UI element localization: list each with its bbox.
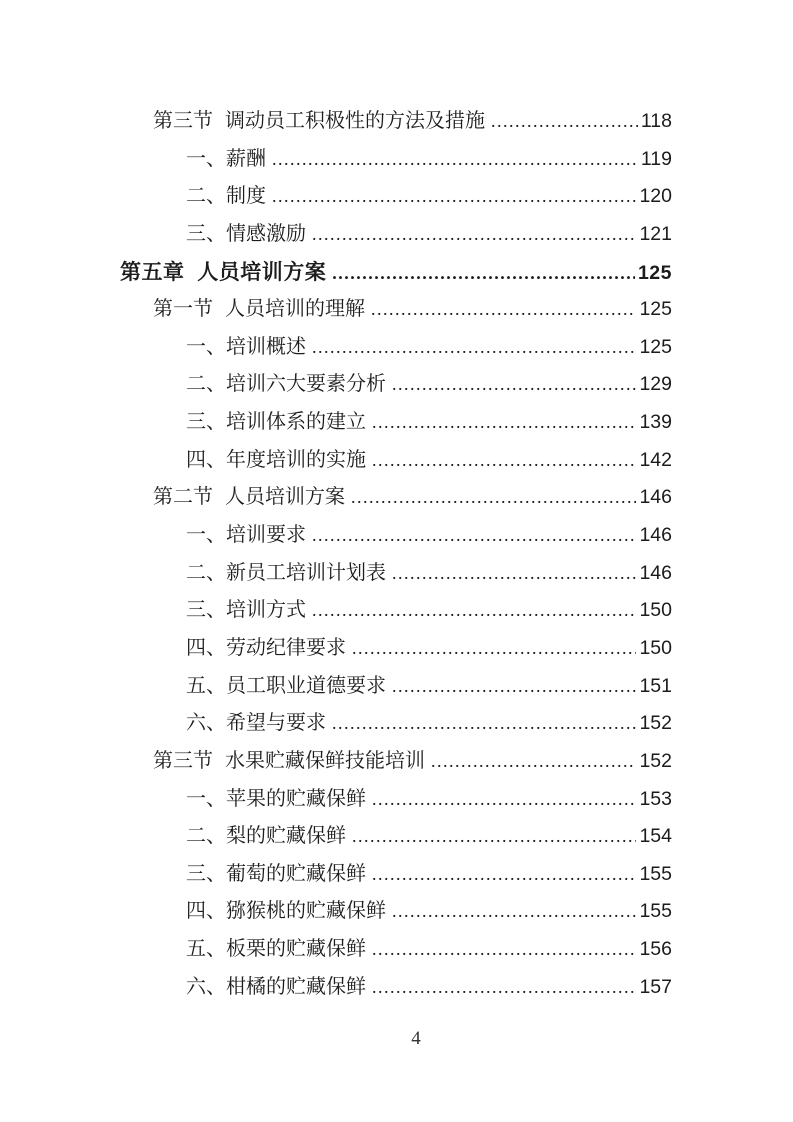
- toc-entry[interactable]: [120, 931, 672, 969]
- toc-leader-dots: [312, 216, 636, 254]
- toc-entry[interactable]: [120, 517, 672, 555]
- toc-entry[interactable]: [120, 178, 672, 216]
- toc-entry-label: 四、年度培训的实施: [186, 448, 366, 471]
- toc-entry-page-number: 146: [639, 486, 672, 509]
- toc-entry[interactable]: [120, 404, 672, 442]
- toc-entry[interactable]: [120, 893, 672, 931]
- toc-entry[interactable]: [120, 329, 672, 367]
- toc-entry-label: 第一节 人员培训的理解: [153, 298, 365, 321]
- toc-entry-page-number: 156: [639, 938, 672, 961]
- toc-entry-page-number: 152: [639, 712, 672, 735]
- toc-entry[interactable]: [120, 103, 672, 141]
- toc-entry-page-number: 155: [639, 900, 672, 923]
- toc-entry[interactable]: [120, 781, 672, 819]
- toc-entry-label: 六、希望与要求: [186, 712, 326, 735]
- toc-entry[interactable]: [120, 856, 672, 894]
- toc-leader-dots: [392, 668, 636, 706]
- toc-entry-label: 第五章 人员培训方案: [120, 259, 327, 284]
- toc-entry[interactable]: [120, 668, 672, 706]
- toc-leader-dots: [372, 856, 636, 894]
- toc-entry[interactable]: [120, 366, 672, 404]
- toc-entry-page-number: 150: [639, 599, 672, 622]
- toc-entry-page-number: 146: [639, 561, 672, 584]
- toc-leader-dots: [352, 630, 636, 668]
- toc-entry-page-number: 154: [639, 825, 672, 848]
- toc-leader-dots: [372, 442, 636, 480]
- toc-entry-page-number: 142: [639, 448, 672, 471]
- toc-entry-label: 五、板栗的贮藏保鲜: [186, 938, 366, 961]
- toc-entry-label: 第三节 调动员工积极性的方法及措施: [153, 110, 485, 132]
- toc-leader-dots: [332, 255, 635, 293]
- toc-entry-page-number: 139: [639, 411, 672, 434]
- toc-entry-page-number: 155: [639, 862, 672, 885]
- toc-entry-page-number: 157: [639, 975, 672, 998]
- toc-entry-page-number: 129: [639, 373, 672, 396]
- toc-leader-dots: [272, 178, 636, 216]
- toc-leader-dots: [351, 479, 636, 517]
- toc-entry[interactable]: [120, 818, 672, 856]
- toc-leader-dots: [352, 818, 636, 856]
- toc-leader-dots: [392, 555, 636, 593]
- toc-entry-page-number: 125: [637, 261, 672, 284]
- toc-entry-label: 一、苹果的贮藏保鲜: [186, 787, 366, 810]
- toc-entry-label: 三、葡萄的贮藏保鲜: [186, 862, 366, 885]
- toc-entry[interactable]: [120, 141, 672, 179]
- toc-entry-label: 一、培训要求: [186, 524, 306, 547]
- toc-leader-dots: [372, 931, 636, 969]
- toc-entry-page-number: 120: [639, 185, 672, 208]
- toc-entry-page-number: 150: [639, 636, 672, 659]
- toc-entry-page-number: 151: [639, 674, 672, 697]
- toc-leader-dots: [392, 893, 636, 931]
- toc-entry-page-number: 121: [639, 222, 672, 245]
- toc-leader-dots: [332, 705, 636, 743]
- toc-leader-dots: [272, 141, 638, 179]
- table-of-contents: [120, 103, 672, 1006]
- toc-leader-dots: [312, 329, 636, 367]
- toc-entry-label: 六、柑橘的贮藏保鲜: [186, 975, 366, 998]
- toc-entry-label: 三、情感激励: [186, 222, 306, 245]
- toc-leader-dots: [371, 291, 636, 329]
- toc-entry-page-number: 119: [640, 147, 672, 170]
- toc-entry-label: 四、猕猴桃的贮藏保鲜: [186, 900, 386, 923]
- toc-leader-dots: [372, 969, 636, 1007]
- toc-entry[interactable]: [120, 555, 672, 593]
- toc-entry-label: 四、劳动纪律要求: [186, 636, 346, 659]
- toc-leader-dots: [312, 517, 636, 555]
- toc-entry-page-number: 125: [639, 335, 672, 358]
- toc-entry[interactable]: [120, 592, 672, 630]
- toc-leader-dots: [372, 404, 636, 442]
- toc-entry-label: 三、培训方式: [186, 599, 306, 622]
- toc-leader-dots: [491, 103, 638, 141]
- toc-entry-label: 一、薪酬: [186, 147, 266, 170]
- toc-entry-label: 第二节 人员培训方案: [153, 486, 345, 509]
- toc-entry[interactable]: [120, 705, 672, 743]
- page-number-footer: 4: [411, 1028, 421, 1049]
- toc-entry[interactable]: [120, 479, 672, 517]
- toc-entry-page-number: 146: [639, 524, 672, 547]
- toc-entry-label: 一、培训概述: [186, 335, 306, 358]
- toc-entry[interactable]: [120, 216, 672, 254]
- toc-entry-label: 第三节 水果贮藏保鲜技能培训: [153, 749, 425, 772]
- toc-entry-page-number: 152: [639, 749, 672, 772]
- toc-leader-dots: [431, 743, 636, 781]
- toc-entry-label: 二、制度: [186, 185, 266, 208]
- toc-entry-label: 三、培训体系的建立: [186, 411, 366, 434]
- toc-entry-page-number: 153: [639, 787, 672, 810]
- toc-entry[interactable]: [120, 442, 672, 480]
- toc-leader-dots: [312, 592, 636, 630]
- toc-entry[interactable]: [120, 630, 672, 668]
- toc-entry[interactable]: [120, 291, 672, 329]
- toc-entry-page-number: 118: [640, 110, 672, 132]
- toc-entry[interactable]: [120, 969, 672, 1007]
- toc-entry[interactable]: [120, 254, 672, 292]
- toc-entry[interactable]: [120, 743, 672, 781]
- toc-leader-dots: [372, 781, 636, 819]
- toc-leader-dots: [392, 366, 636, 404]
- toc-entry-page-number: 125: [639, 298, 672, 321]
- toc-entry-label: 二、梨的贮藏保鲜: [186, 825, 346, 848]
- toc-entry-label: 二、培训六大要素分析: [186, 373, 386, 396]
- toc-entry-label: 五、员工职业道德要求: [186, 674, 386, 697]
- toc-entry-label: 二、新员工培训计划表: [186, 561, 386, 584]
